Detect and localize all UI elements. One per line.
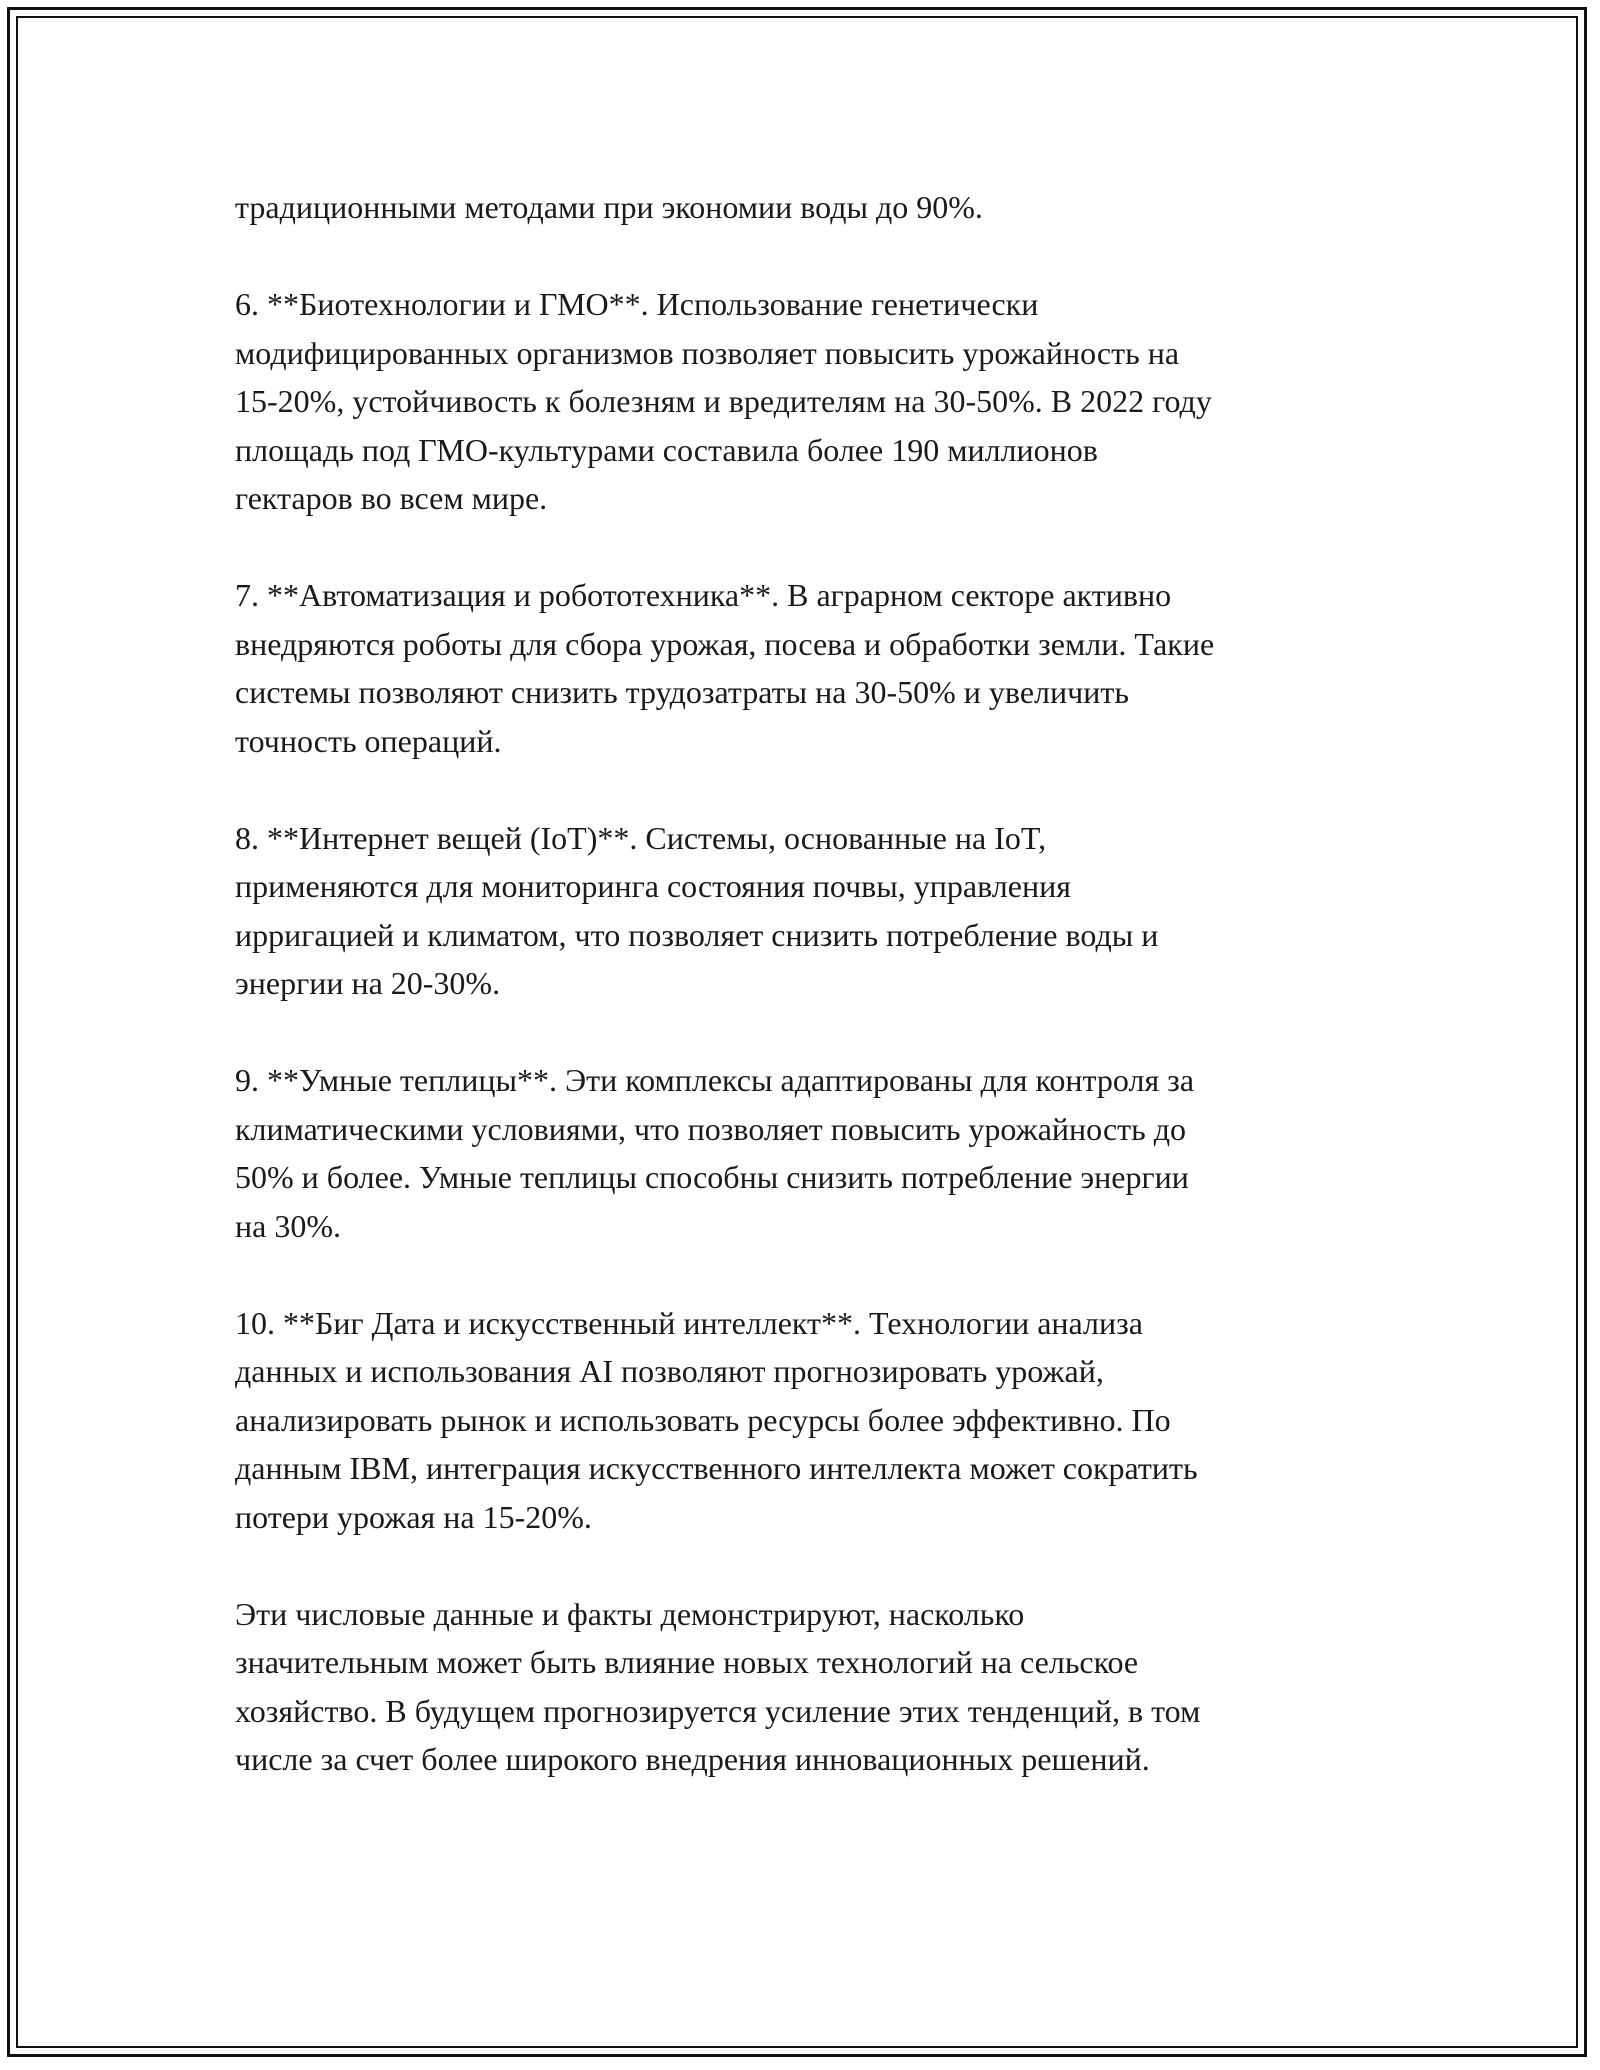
- paragraph-item-8: 8. **Интернет вещей (IoT)**. Системы, основанные на IoT, применяются для мониторинга состояния почвы, управления ирригацией и климатом, что позволяет снизить потребление воды и энергии на 20-30%.: [235, 819, 1159, 1001]
- paragraph-continuation: традиционными методами при экономии воды до 90%.: [235, 189, 983, 225]
- paragraph-item-7: 7. **Автоматизация и робототехника**. В аграрном секторе активно внедряются роботы для сбора урожая, посева и обработки земли. Такие системы позволяют снизить трудозатраты на 30-50% и увеличить точность операций.: [235, 577, 1215, 759]
- paragraph-item-6: 6. **Биотехнологии и ГМО**. Использование генетически модифицированных организмов позволяет повысить урожайность на 15-20%, устойчивость к болезням и вредителям на 30-50%. В 2022 году площадь под ГМО-культурами составила более 190 миллионов гектаров во всем мире.: [235, 286, 1212, 516]
- paragraph-item-9: 9. **Умные теплицы**. Эти комплексы адаптированы для контроля за климатическими условиями, что позволяет повысить урожайность до 50% и более. Умные теплицы способны снизить потребление энергии на 30%.: [235, 1062, 1195, 1244]
- document-body: [235, 183, 1370, 1832]
- paragraph-conclusion: Эти числовые данные и факты демонстрируют, насколько значительным может быть влияние новых технологий на сельское хозяйство. В будущем прогнозируется усиление этих тенденций, в том числе за счет более широкого внедрения инновационных решений.: [235, 1595, 1201, 1777]
- paragraph-item-10: 10. **Биг Дата и искусственный интеллект**. Технологии анализа данных и использования AI позволяют прогнозировать урожай, анализировать рынок и использовать ресурсы более эффективно. По данным IBM, интеграция искусственного интеллекта может сократить потери урожая на 15-20%.: [235, 1304, 1198, 1535]
